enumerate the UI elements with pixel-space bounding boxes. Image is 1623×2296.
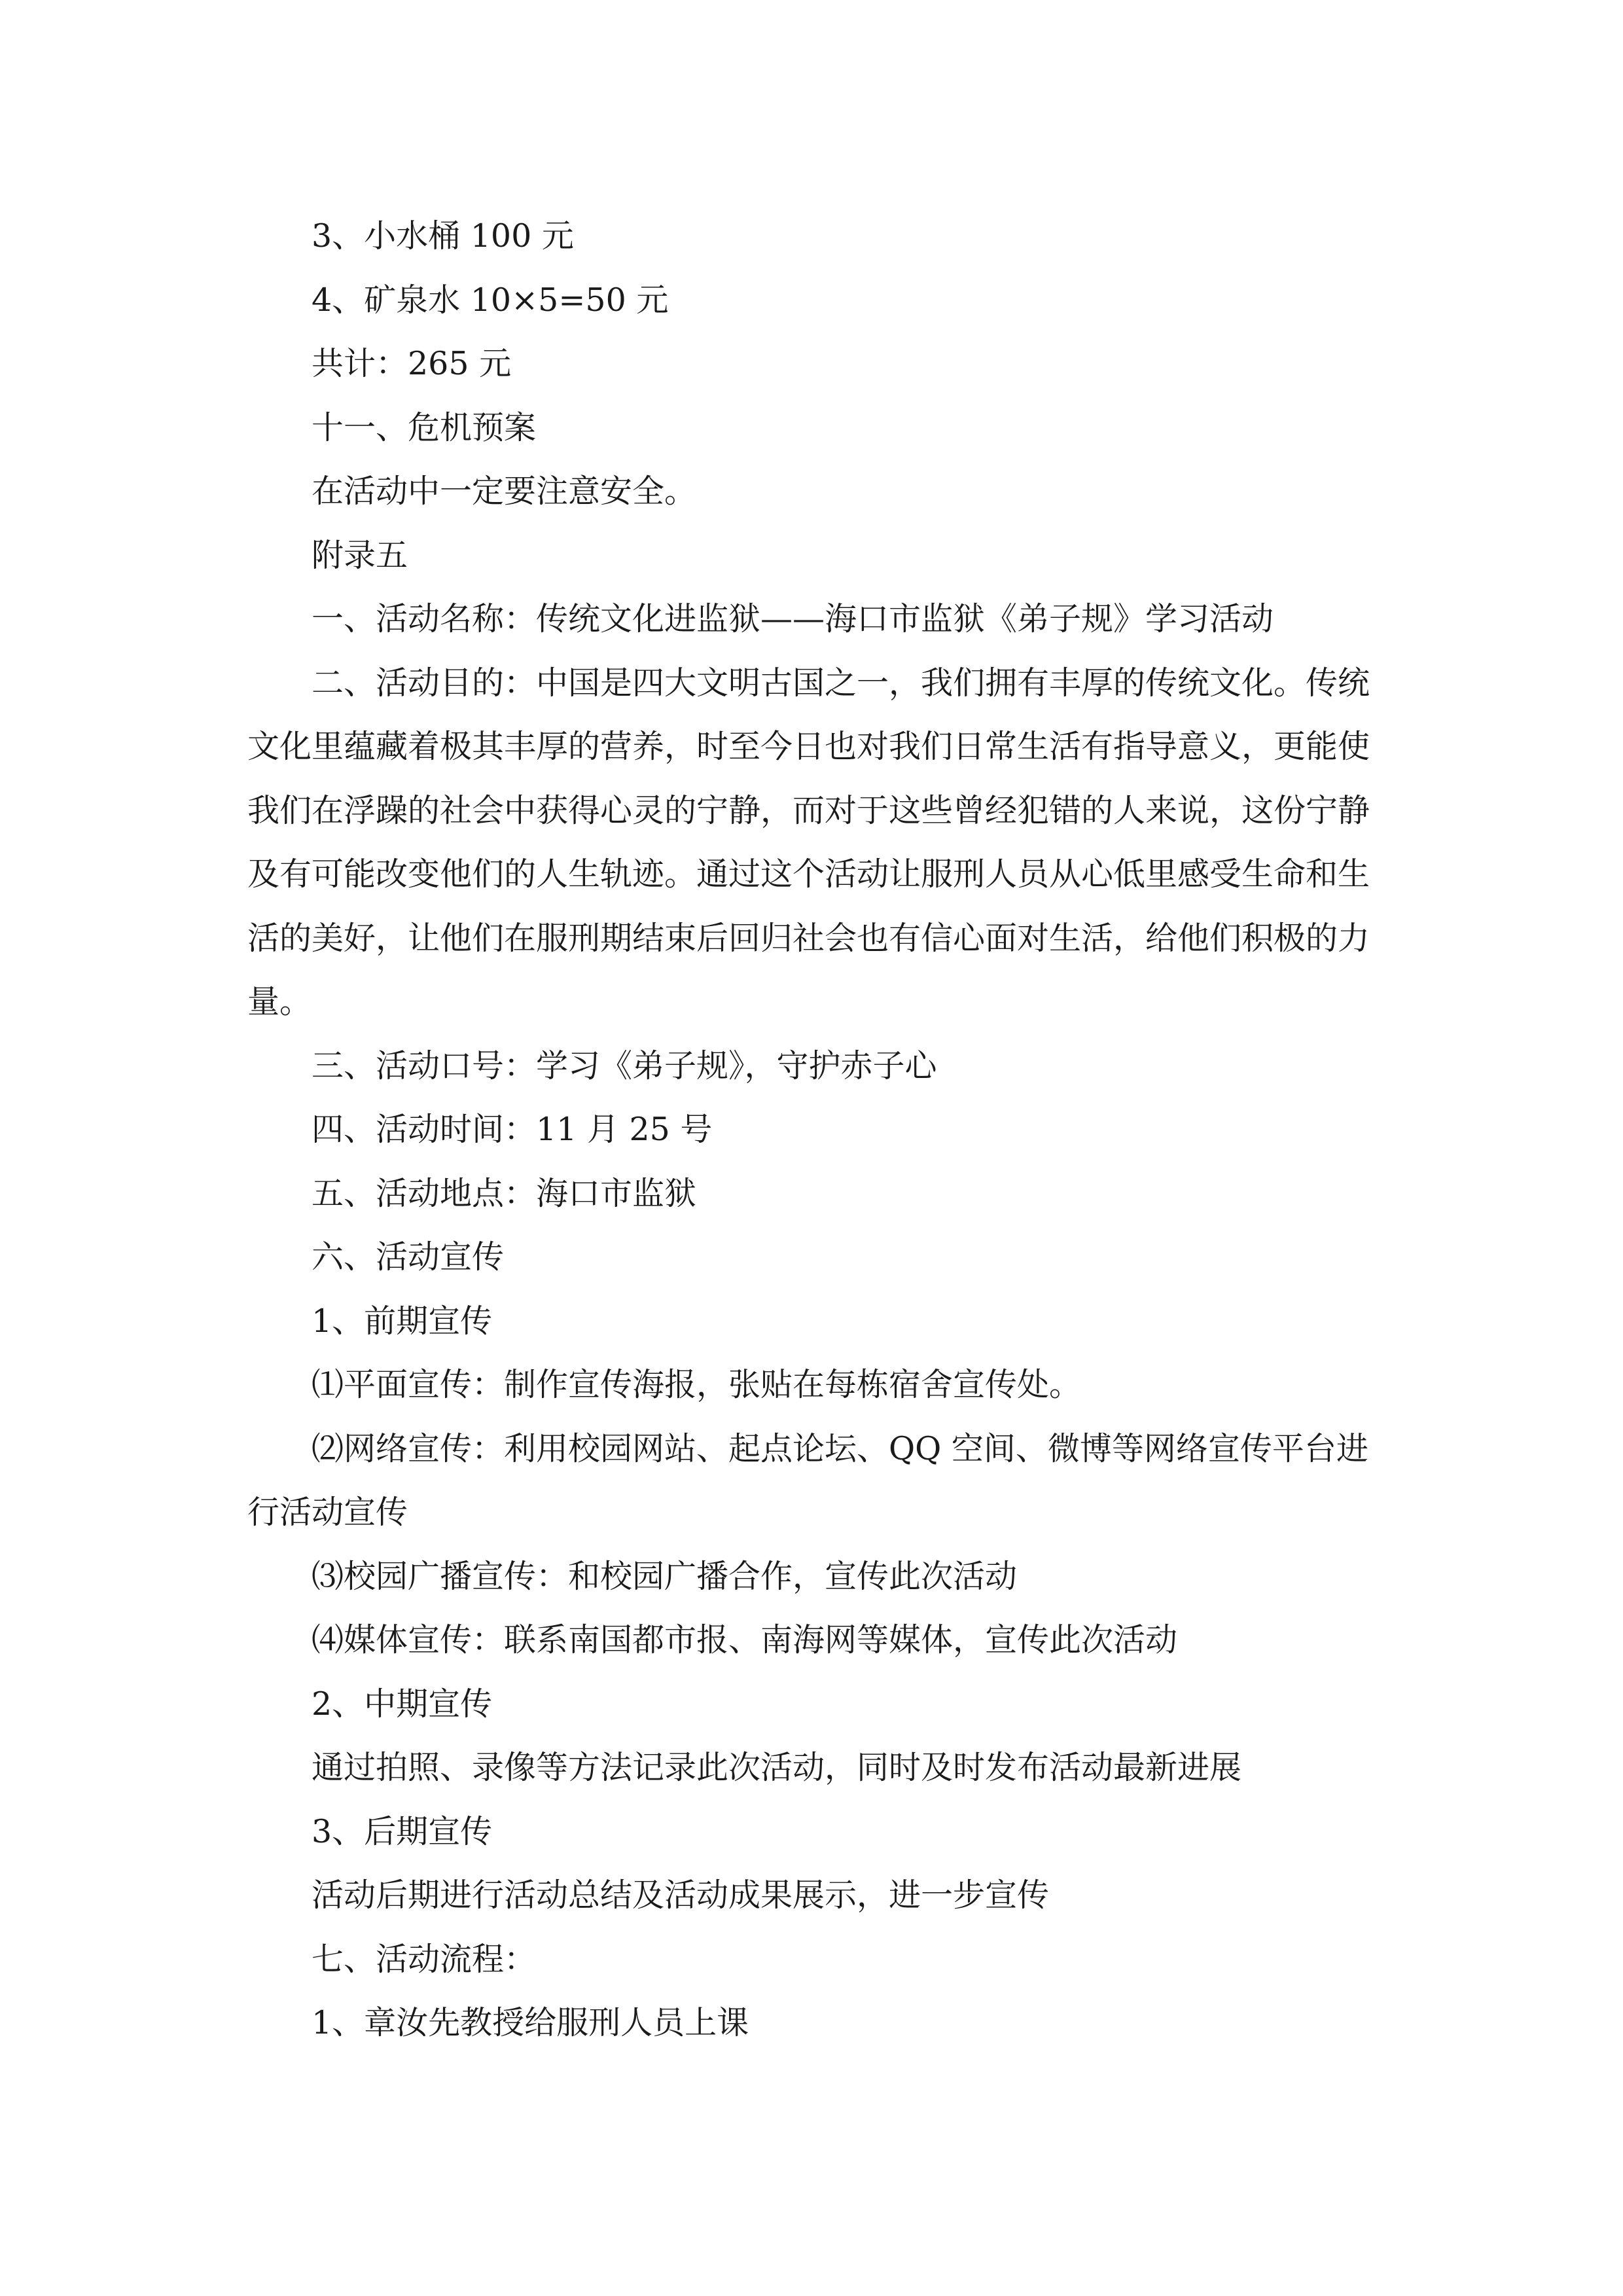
heading-appendix-five: 附录五 xyxy=(312,536,408,574)
paragraph-safety-note: 在活动中一定要注意安全。 xyxy=(312,473,697,510)
paragraph-process-step-one: 1、章汝先教授给服刑人员上课 xyxy=(312,2004,749,2041)
paragraph-online-publicity: ⑵网络宣传：利用校园网站、起点论坛、QQ 空间、微博等网络宣传平台进行活动宣传 xyxy=(247,1429,1368,1531)
heading-mid-publicity: 2、中期宣传 xyxy=(312,1685,493,1723)
heading-activity-process: 七、活动流程： xyxy=(312,1940,537,1978)
paragraph-activity-location: 五、活动地点：海口市监狱 xyxy=(312,1174,697,1212)
paragraph-activity-name: 一、活动名称：传统文化进监狱——海口市监狱《弟子规》学习活动 xyxy=(312,600,1274,637)
paragraph-activity-time: 四、活动时间：11 月 25 号 xyxy=(312,1111,713,1148)
paragraph-radio-publicity: ⑶校园广播宣传：和校园广播合作，宣传此次活动 xyxy=(312,1557,1018,1595)
paragraph-activity-slogan: 三、活动口号：学习《弟子规》，守护赤子心 xyxy=(312,1047,937,1085)
paragraph-total-cost: 共计：265 元 xyxy=(312,345,512,382)
paragraph-water-cost: 4、矿泉水 10×5=50 元 xyxy=(312,281,669,319)
paragraph-print-publicity: ⑴平面宣传：制作宣传海报，张贴在每栋宿舍宣传处。 xyxy=(312,1366,1082,1403)
paragraph-activity-purpose: 二、活动目的：中国是四大文明古国之一，我们拥有丰厚的传统文化。传统文化里蕴藏着极其丰厚的营养，时至今日也对我们日常生活有指导意义，更能使我们在浮躁的社会中获得心灵的宁静，而对于这些曾经犯错的人来说，这份宁静及有可能改变他们的人生轨迹。通过这个活动让服刑人员从心低里感受生命和生活的美好，让他们在服刑期结束后回归社会也有信心面对生活，给他们积极的力量。 xyxy=(247,664,1370,1020)
heading-activity-publicity: 六、活动宣传 xyxy=(312,1238,505,1276)
paragraph-mid-publicity: 通过拍照、录像等方法记录此次活动，同时及时发布活动最新进展 xyxy=(312,1749,1242,1786)
heading-late-publicity: 3、后期宣传 xyxy=(312,1812,493,1850)
heading-early-publicity: 1、前期宣传 xyxy=(312,1302,493,1340)
paragraph-media-publicity: ⑷媒体宣传：联系南国都市报、南海网等媒体，宣传此次活动 xyxy=(312,1621,1178,1659)
paragraph-bucket-cost: 3、小水桶 100 元 xyxy=(312,217,574,255)
heading-crisis-plan: 十一、危机预案 xyxy=(312,408,537,446)
paragraph-late-publicity: 活动后期进行活动总结及活动成果展示，进一步宣传 xyxy=(312,1876,1050,1914)
document-body xyxy=(247,204,1376,2055)
